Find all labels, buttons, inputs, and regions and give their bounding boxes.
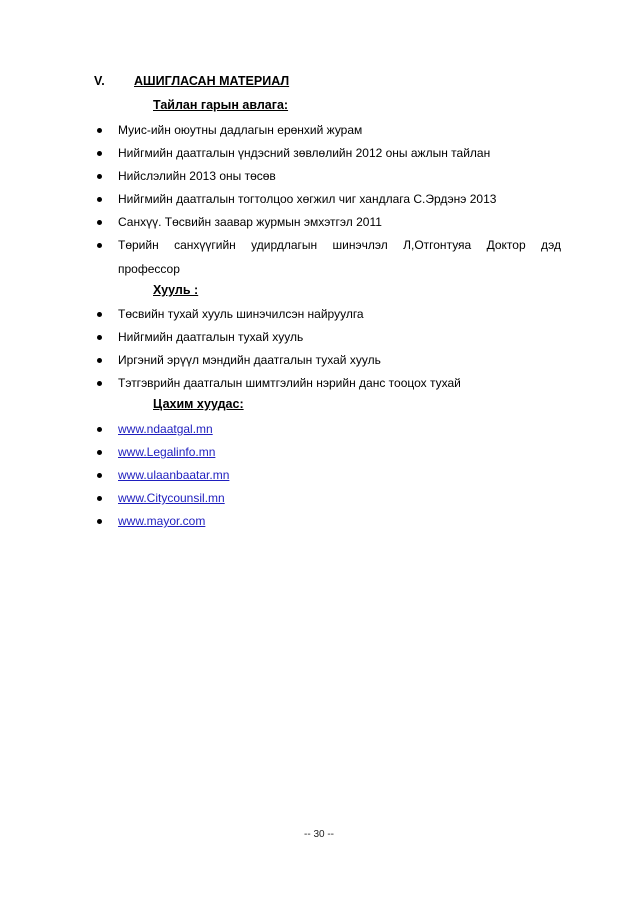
bullet-icon <box>97 450 102 455</box>
bullet-icon <box>97 197 102 202</box>
website-link[interactable]: www.ulaanbaatar.mn <box>118 468 230 482</box>
page-number: -- 30 -- <box>304 829 334 840</box>
section-heading <box>94 74 289 88</box>
list-item: Нийгмийн даатгалын тогтолцоо хөгжил чиг хандлага С.Эрдэнэ 2013 <box>0 191 638 214</box>
list-item: Төрийн санхүүгийн удирдлагын шинэчлэл Л,Отгонтуяа Доктор дэд <box>0 237 638 260</box>
list-item: Муис-ийн оюутны дадлагын ерөнхий журам <box>0 122 638 145</box>
bullet-icon <box>97 358 102 363</box>
bullet-icon <box>97 381 102 386</box>
bullet-icon <box>97 335 102 340</box>
bullet-icon <box>97 174 102 179</box>
laws-list <box>0 306 638 398</box>
laws-heading: Хууль : <box>153 283 199 297</box>
list-item <box>0 513 638 536</box>
list-item: Нийслэлийн 2013 оны төсөв <box>0 168 638 191</box>
list-item <box>0 490 638 513</box>
bullet-icon <box>97 519 102 524</box>
websites-list <box>0 421 638 536</box>
list-item <box>0 444 638 467</box>
website-link[interactable]: www.mayor.com <box>118 514 206 528</box>
section-number: V. <box>94 74 105 88</box>
website-link[interactable]: www.Legalinfo.mn <box>118 445 216 459</box>
bullet-icon <box>97 220 102 225</box>
website-link[interactable]: www.ndaatgal.mn <box>118 422 213 436</box>
websites-heading: Цахим хуудас: <box>153 397 244 411</box>
website-link[interactable]: www.Citycounsil.mn <box>118 491 225 505</box>
reports-list <box>0 122 638 260</box>
list-item <box>0 421 638 444</box>
list-item: Санхүү. Төсвийн заавар журмын эмхэтгэл 2011 <box>0 214 638 237</box>
bullet-icon <box>97 312 102 317</box>
list-item <box>0 467 638 490</box>
bullet-icon <box>97 496 102 501</box>
bullet-icon <box>97 128 102 133</box>
list-item: Тэтгэврийн даатгалын шимтгэлийн нэрийн данс тооцох тухай <box>0 375 638 398</box>
list-item: Нийгмийн даатгалын тухай хууль <box>0 329 638 352</box>
list-item-continuation: профессор <box>118 262 180 276</box>
list-item: Иргэний эрүүл мэндийн даатгалын тухай хууль <box>0 352 638 375</box>
reports-heading: Тайлан гарын авлага: <box>153 98 289 112</box>
list-item: Төсвийн тухай хууль шинэчилсэн найруулга <box>0 306 638 329</box>
bullet-icon <box>97 473 102 478</box>
list-item: Нийгмийн даатгалын үндэсний зөвлөлийн 2012 оны ажлын тайлан <box>0 145 638 168</box>
bullet-icon <box>97 151 102 156</box>
bullet-icon <box>97 243 102 248</box>
section-title: АШИГЛАСАН МАТЕРИАЛ <box>134 74 290 88</box>
bullet-icon <box>97 427 102 432</box>
